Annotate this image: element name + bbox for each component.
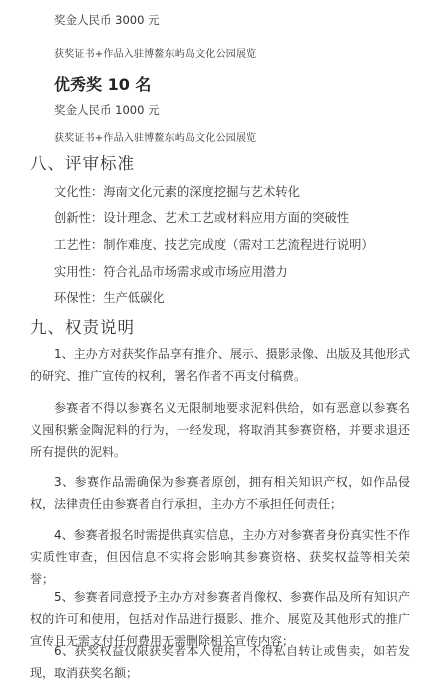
rights-paragraph-4: 4、参赛者报名时需提供真实信息，主办方对参赛者身份真实性不作实质性审查，但因信息不实将会影响其参赛资格、获奖权益等相关荣誉； [30,528,410,586]
criterion-culture: 文化性：海南文化元素的深度挖掘与艺术转化 [54,185,300,199]
excellent-award-description: 获奖证书+作品入驻博鳌东屿岛文化公园展览 [54,133,257,144]
prize-1-amount: 奖金人民币 3000 元 [54,13,160,27]
rights-paragraph-2: 参赛者不得以参赛名义无限制地要求泥料供给，如有恶意以参赛名义囤积紫金陶泥料的行为，一经发现，将取消其参赛资格，并要求退还所有提供的泥料。 [30,401,410,459]
rights-paragraph-5: 5、参赛者同意授予主办方对参赛者肖像权、参赛作品及所有知识产权的许可和使用，包括对作品进行摄影、推介、展览及其他形式的推广宣传且无需支付任何费用无需删除相关宣传内容； [30,590,410,648]
section-9-title: 九、权责说明 [30,318,135,337]
criterion-practicality: 实用性：符合礼品市场需求或市场应用潜力 [54,265,288,279]
excellent-award-amount: 奖金人民币 1000 元 [54,103,160,117]
section-8-title: 八、评审标准 [30,154,135,173]
criterion-eco: 环保性：生产低碳化 [54,291,165,305]
rights-paragraph-1: 1、主办方对获奖作品享有推介、展示、摄影录像、出版及其他形式的研究、推广宣传的权利，署名作者不再支付稿费。 [30,347,410,383]
rights-paragraph-3: 3、参赛作品需确保为参赛者原创，拥有相关知识产权，如作品侵权，法律责任由参赛者自行承担，主办方不承担任何责任； [30,475,410,511]
prize-1-description: 获奖证书+作品入驻博鳌东屿岛文化公园展览 [54,49,257,60]
criterion-craft: 工艺性：制作难度、技艺完成度（需对工艺流程进行说明） [54,238,374,252]
criterion-innovation: 创新性：设计理念、艺术工艺或材料应用方面的突破性 [54,211,350,225]
excellent-award-title: 优秀奖 10 名 [54,75,152,94]
rights-paragraph-6: 6、获奖权益仅限获奖者本人使用，不得私自转让或售卖，如若发现，取消获奖名额； [30,644,410,680]
